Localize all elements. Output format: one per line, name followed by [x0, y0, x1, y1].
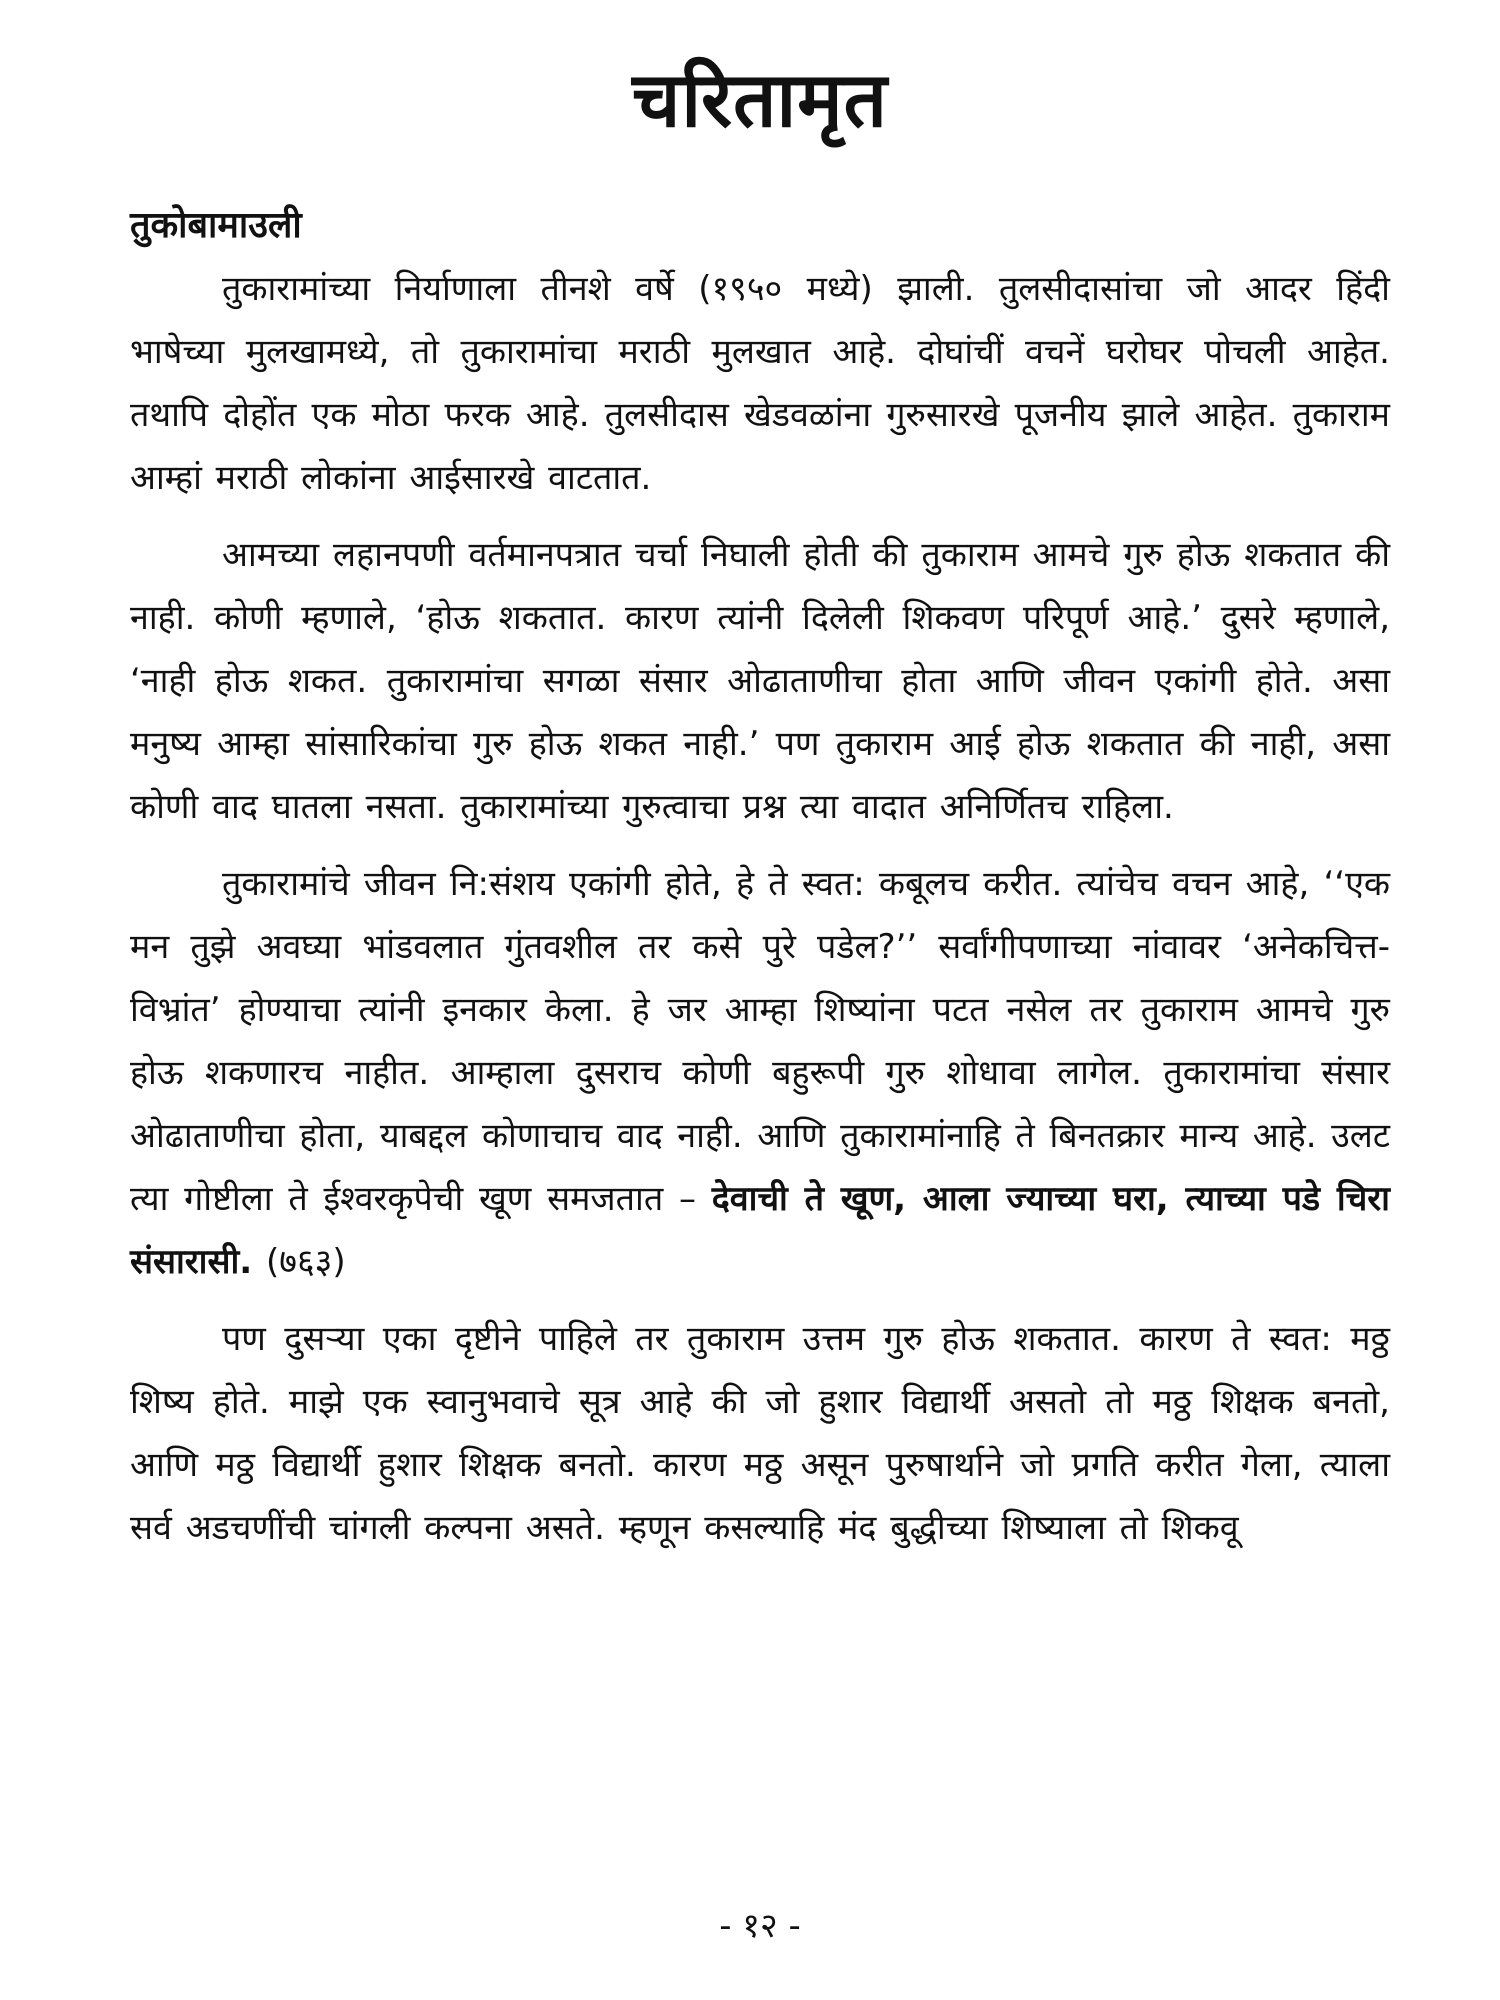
paragraph-4-text: पण दुसऱ्या एका दृष्टीने पाहिले तर तुकाराम उत्तम गुरु होऊ शकतात. कारण ते स्वत: मठ्ठ शिष्य होते. माझे एक स्वानुभवाचे सूत्र आहे की जो हुशार विद्यार्थी असतो तो मठ्ठ शिक्षक बनतो, आणि मठ्ठ विद्यार्थी हुशार शिक्षक बनतो. कारण मठ्ठ असून पुरुषार्थाने जो प्रगति करीत गेला, त्याला सर्व अडचणींची चांगली कल्पना असते. म्हणून कसल्याहि मंद बुद्धीच्या शिष्याला तो शिकवू: [130, 1319, 1390, 1548]
paragraph-4: [130, 1308, 1390, 1560]
paragraph-1: [130, 258, 1390, 510]
page-title: चरितामृत: [632, 55, 888, 144]
page-number: - १२ -: [719, 1906, 801, 1946]
paragraph-3-reference: (७६३): [252, 1242, 346, 1282]
paragraph-3-quote: देवाची ते खूण, आला ज्याच्या घरा, त्याच्या पडे चिरा संसारासी.: [130, 1179, 1390, 1282]
document-page: [130, 50, 1390, 1970]
section-heading: तुकोबामाउली: [130, 205, 302, 246]
paragraph-2-text: आमच्या लहानपणी वर्तमानपत्रात चर्चा निघाली होती की तुकाराम आमचे गुरु होऊ शकतात की नाही. कोणी म्हणाले, ‘होऊ शकतात. कारण त्यांनी दिलेली शिकवण परिपूर्ण आहे.’ दुसरे म्हणाले, ‘नाही होऊ शकत. तुकारामांचा सगळा संसार ओढाताणीचा होता आणि जीवन एकांगी होते. असा मनुष्य आम्हा सांसारिकांचा गुरु होऊ शकत नाही.’ पण तुकाराम आई होऊ शकतात की नाही, असा कोणी वाद घातला नसता. तुकारामांच्या गुरुत्वाचा प्रश्न त्या वादात अनिर्णितच राहिला.: [130, 535, 1390, 827]
paragraph-3-text: तुकारामांचे जीवन नि:संशय एकांगी होते, हे ते स्वत: कबूलच करीत. त्यांचेच वचन आहे, ‘‘एक मन तुझे अवघ्या भांडवलात गुंतवशील तर कसे पुरे पडेल?’’ सर्वांगीपणाच्या नांवावर ‘अनेकचित्त-विभ्रांत’ होण्याचा त्यांनी इनकार केला. हे जर आम्हा शिष्यांना पटत नसेल तर तुकाराम आमचे गुरु होऊ शकणारच नाहीत. आम्हाला दुसराच कोणी बहुरूपी गुरु शोधावा लागेल. तुकारामांचा संसार ओढाताणीचा होता, याबद्दल कोणाचाच वाद नाही. आणि तुकारामांनाहि ते बिनतक्रार मान्य आहे. उलट त्या गोष्टीला ते ईश्वरकृपेची खूण समजतात –: [130, 864, 1390, 1219]
paragraph-3: [130, 853, 1390, 1294]
paragraph-1-text: तुकारामांच्या निर्याणाला तीनशे वर्षे (१९५० मध्ये) झाली. तुलसीदासांचा जो आदर हिंदी भाषेच्या मुलखामध्ये, तो तुकारामांचा मराठी मुलखात आहे. दोघांचीं वचनें घरोघर पोचली आहेत. तथापि दोहोंत एक मोठा फरक आहे. तुलसीदास खेडवळांना गुरुसारखे पूजनीय झाले आहेत. तुकाराम आम्हां मराठी लोकांना आईसारखे वाटतात.: [130, 269, 1390, 498]
paragraph-2: [130, 524, 1390, 839]
